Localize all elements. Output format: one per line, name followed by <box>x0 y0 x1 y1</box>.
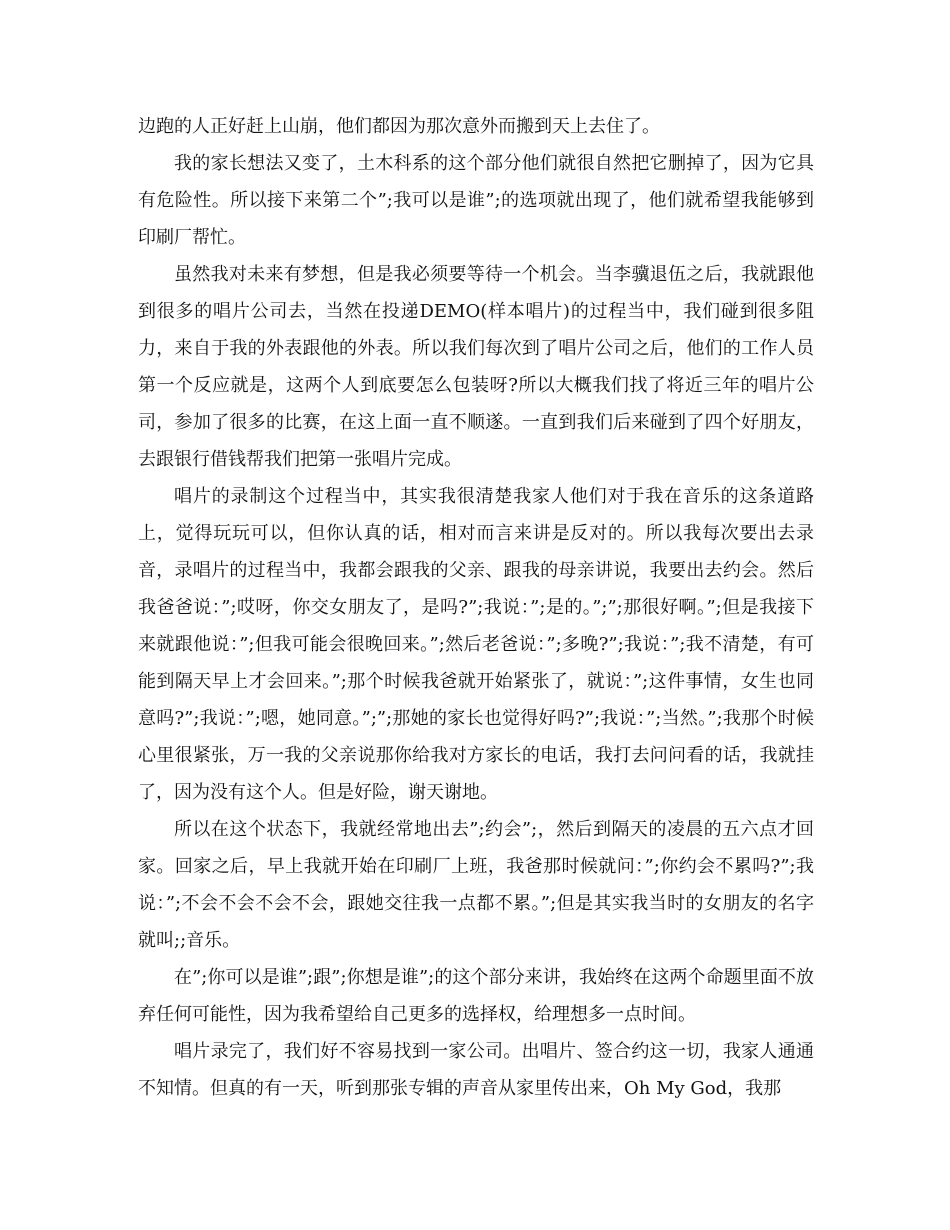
paragraph-6: 在”;你可以是谁”;跟”;你想是谁”;的这个部分来讲，我始终在这两个命题里面不放弃任何可能性，因为我希望给自己更多的选择权，给理想多一点时间。 <box>138 967 814 1025</box>
paragraph-1: 边跑的人正好赶上山崩，他们都因为那次意外而搬到天上去住了。 <box>138 116 660 137</box>
paragraph-3: 虽然我对未来有梦想，但是我必须要等待一个机会。当李骥退伍之后，我就跟他到很多的唱片公司去，当然在投递DEMO(样本唱片)的过程当中，我们碰到很多阻力，来自于我的外表跟他的外表。所以我们每次到了唱片公司之后，他们的工作人员第一个反应就是，这两个人到底要怎么包装呀?所以大概我们找了将近三年的唱片公司，参加了很多的比赛，在这上面一直不顺遂。一直到我们后来碰到了四个好朋友，去跟银行借钱帮我们把第一张唱片完成。 <box>138 264 814 470</box>
document-page <box>138 108 814 1107</box>
paragraph-4: 唱片的录制这个过程当中，其实我很清楚我家人他们对于我在音乐的这条道路上，觉得玩玩可以，但你认真的话，相对而言来讲是反对的。所以我每次要出去录音，录唱片的过程当中，我都会跟我的父亲、跟我的母亲讲说，我要出去约会。然后我爸爸说：”;哎呀，你交女朋友了，是吗?”;我说：”;是的。”;”;那很好啊。”;但是我接下来就跟他说：”;但我可能会很晚回来。”;然后老爸说：”;多晚?”;我说：”;我不清楚，有可能到隔天早上才会回来。”;那个时候我爸就开始紧张了，就说：”;这件事情，女生也同意吗?”;我说：”;嗯，她同意。”;”;那她的家长也觉得好吗?”;我说：”;当然。”;我那个时候心里很紧张，万一我的父亲说那你给我对方家长的电话，我打去问问看的话，我就挂了，因为没有这个人。但是好险，谢天谢地。 <box>138 486 814 803</box>
paragraph-2: 我的家长想法又变了，土木科系的这个部分他们就很自然把它删掉了，因为它具有危险性。所以接下来第二个”;我可以是谁”;的选项就出现了，他们就希望我能够到印刷厂帮忙。 <box>138 153 814 248</box>
paragraph-7: 唱片录完了，我们好不容易找到一家公司。出唱片、签合约这一切，我家人通通不知情。但真的有一天，听到那张专辑的声音从家里传出来，Oh My God，我那 <box>138 1041 814 1099</box>
paragraph-5: 所以在这个状态下，我就经常地出去”;约会”;，然后到隔天的凌晨的五六点才回家。回家之后，早上我就开始在印刷厂上班，我爸那时候就问：”;你约会不累吗?”;我说：”;不会不会不会不会，跟她交往我一点都不累。”;但是其实我当时的女朋友的名字就叫;;音乐。 <box>138 819 814 951</box>
